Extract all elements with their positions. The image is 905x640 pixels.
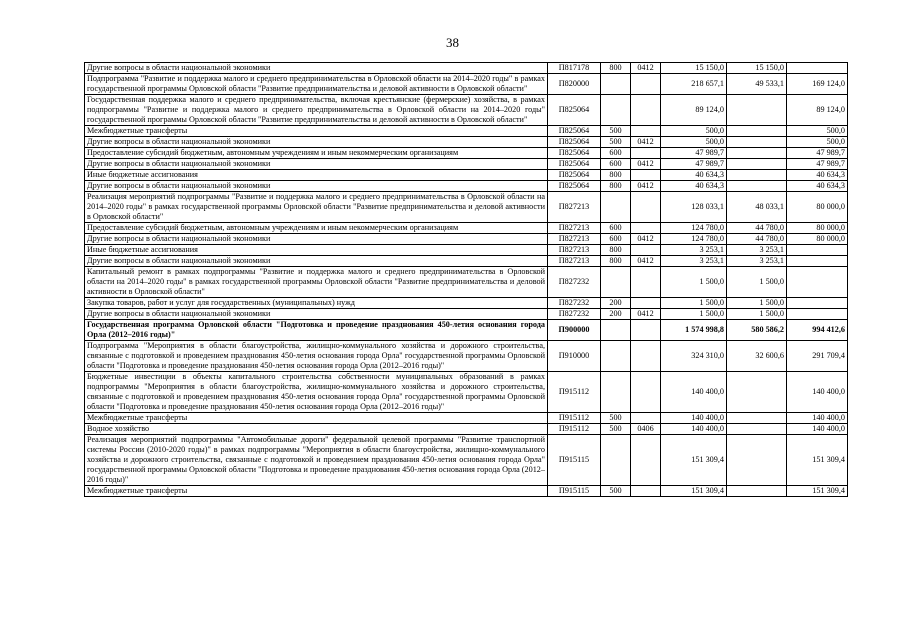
amount-col3: 89 124,0 [787, 95, 848, 126]
amount-col2: 44 780,0 [727, 234, 787, 245]
amount-col2 [727, 435, 787, 486]
table-row [85, 298, 848, 309]
section-code: 0412 [631, 309, 661, 320]
expense-type: 500 [601, 424, 631, 435]
section-code [631, 95, 661, 126]
expense-type [601, 372, 631, 413]
row-name: Межбюджетные трансферты [85, 126, 548, 137]
target-code: П827232 [548, 267, 601, 298]
expense-type: 800 [601, 170, 631, 181]
amount-total: 3 253,1 [661, 245, 727, 256]
amount-col2: 1 500,0 [727, 298, 787, 309]
row-name: Бюджетные инвестиции в объекты капитального строительства собственности муниципальных образований в рамках подпрограммы "Мероприятия в области благоустройства, жилищно-коммунального хозяйства и дорожного строительства, связанные с подготовкой и проведением празднования 450-летия основания города Орла" государственной программы Орловской области "Подготовка и проведение празднования 450-летия основания города Орла (2012–2016 годы)" [85, 372, 548, 413]
target-code: П827232 [548, 298, 601, 309]
amount-col3: 500,0 [787, 137, 848, 148]
amount-total: 500,0 [661, 126, 727, 137]
amount-col3: 47 989,7 [787, 159, 848, 170]
expense-type: 500 [601, 137, 631, 148]
amount-col2 [727, 181, 787, 192]
amount-col2: 32 600,6 [727, 341, 787, 372]
target-code: П820000 [548, 74, 601, 95]
table-body [85, 63, 848, 497]
expense-type: 800 [601, 256, 631, 267]
amount-col3: 994 412,6 [787, 320, 848, 341]
table-row [85, 486, 848, 497]
row-name: Другие вопросы в области национальной экономики [85, 181, 548, 192]
target-code: П825064 [548, 159, 601, 170]
table-row [85, 223, 848, 234]
target-code: П825064 [548, 181, 601, 192]
row-name: Межбюджетные трансферты [85, 413, 548, 424]
amount-col3: 169 124,0 [787, 74, 848, 95]
row-name: Другие вопросы в области национальной экономики [85, 234, 548, 245]
section-code [631, 148, 661, 159]
section-code: 0412 [631, 137, 661, 148]
amount-total: 324 310,0 [661, 341, 727, 372]
section-code [631, 372, 661, 413]
expense-type [601, 320, 631, 341]
expense-type: 600 [601, 234, 631, 245]
table-row [85, 309, 848, 320]
amount-col2: 44 780,0 [727, 223, 787, 234]
expense-type: 600 [601, 148, 631, 159]
amount-total: 151 309,4 [661, 486, 727, 497]
table-row [85, 159, 848, 170]
table-row [85, 341, 848, 372]
section-code: 0412 [631, 159, 661, 170]
row-name: Капитальный ремонт в рамках подпрограммы "Развитие и поддержка малого и среднего предпринимательства в Орловской области на 2014–2020 годы" в рамках государственной программы Орловской области "Развитие предпринимательства и деловой активности в Орловской области" [85, 267, 548, 298]
amount-col2: 1 500,0 [727, 267, 787, 298]
expense-type: 200 [601, 309, 631, 320]
amount-total: 124 780,0 [661, 234, 727, 245]
table-row [85, 267, 848, 298]
row-name: Иные бюджетные ассигнования [85, 245, 548, 256]
table-row [85, 137, 848, 148]
amount-total: 151 309,4 [661, 435, 727, 486]
table-row [85, 413, 848, 424]
target-code: П910000 [548, 341, 601, 372]
section-code [631, 170, 661, 181]
amount-col3: 80 000,0 [787, 234, 848, 245]
amount-col3: 40 634,3 [787, 181, 848, 192]
amount-col2: 15 150,0 [727, 63, 787, 74]
amount-col2: 3 253,1 [727, 245, 787, 256]
row-name: Подпрограмма "Развитие и поддержка малого и среднего предпринимательства в Орловской области на 2014–2020 годы" в рамках государственной программы Орловской области "Развитие предпринимательства и деловой активности в Орловской области" [85, 74, 548, 95]
target-code: П817178 [548, 63, 601, 74]
amount-total: 40 634,3 [661, 181, 727, 192]
amount-col3: 500,0 [787, 126, 848, 137]
table-row [85, 126, 848, 137]
section-code [631, 126, 661, 137]
section-code [631, 245, 661, 256]
section-code [631, 435, 661, 486]
amount-col2 [727, 486, 787, 497]
table-row [85, 74, 848, 95]
target-code: П825064 [548, 148, 601, 159]
target-code: П827213 [548, 256, 601, 267]
expense-type [601, 74, 631, 95]
row-name: Предоставление субсидий бюджетным, автономным учреждениям и иным некоммерческим организациям [85, 148, 548, 159]
target-code: П900000 [548, 320, 601, 341]
target-code: П915112 [548, 372, 601, 413]
expense-type [601, 435, 631, 486]
table-row [85, 435, 848, 486]
target-code: П915115 [548, 435, 601, 486]
expense-type [601, 192, 631, 223]
amount-total: 89 124,0 [661, 95, 727, 126]
amount-col3: 151 309,4 [787, 435, 848, 486]
amount-col2: 580 586,2 [727, 320, 787, 341]
expense-type: 500 [601, 126, 631, 137]
amount-col3: 140 400,0 [787, 372, 848, 413]
row-name: Другие вопросы в области национальной экономики [85, 137, 548, 148]
expense-type [601, 341, 631, 372]
row-name: Реализация мероприятий подпрограммы "Автомобильные дороги" федеральной целевой программы "Развитие транспортной системы России (2010-2020 годы)" в рамках подпрограммы "Мероприятия в области благоустройства, жилищно-коммунального хозяйства и дорожного строительства, связанные с подготовкой и проведением празднования 450-летия основания города Орла" государственной программы Орловской области "Подготовка и проведение празднования 450-летия основания города Орла (2012–2016 годы)" [85, 435, 548, 486]
amount-total: 3 253,1 [661, 256, 727, 267]
section-code [631, 486, 661, 497]
amount-total: 1 500,0 [661, 309, 727, 320]
amount-col3: 40 634,3 [787, 170, 848, 181]
amount-col3 [787, 267, 848, 298]
expense-type: 500 [601, 413, 631, 424]
amount-col3 [787, 63, 848, 74]
row-name: Закупка товаров, работ и услуг для государственных (муниципальных) нужд [85, 298, 548, 309]
row-name: Другие вопросы в области национальной экономики [85, 256, 548, 267]
table-row [85, 192, 848, 223]
table-row [85, 424, 848, 435]
amount-total: 128 033,1 [661, 192, 727, 223]
target-code: П825064 [548, 170, 601, 181]
table-row [85, 148, 848, 159]
amount-col2: 3 253,1 [727, 256, 787, 267]
page-number: 38 [446, 35, 459, 50]
expense-type: 500 [601, 486, 631, 497]
amount-total: 47 989,7 [661, 159, 727, 170]
target-code: П827213 [548, 245, 601, 256]
section-code: 0412 [631, 63, 661, 74]
expense-type [601, 95, 631, 126]
amount-total: 500,0 [661, 137, 727, 148]
section-code [631, 74, 661, 95]
section-code [631, 320, 661, 341]
expense-type: 800 [601, 245, 631, 256]
row-name: Государственная поддержка малого и среднего предпринимательства, включая крестьянские (фермерские) хозяйства, в рамках подпрограммы "Развитие и поддержка малого и среднего предпринимательства в Орловской области на 2014–2020 годы" государственной программы Орловской области "Развитие предпринимательства и деловой активности в Орловской области" [85, 95, 548, 126]
target-code: П915115 [548, 486, 601, 497]
budget-table [84, 62, 848, 497]
amount-total: 218 657,1 [661, 74, 727, 95]
amount-col2 [727, 424, 787, 435]
target-code: П915112 [548, 424, 601, 435]
target-code: П915112 [548, 413, 601, 424]
amount-col2 [727, 372, 787, 413]
amount-total: 140 400,0 [661, 372, 727, 413]
amount-col2 [727, 413, 787, 424]
row-name: Предоставление субсидий бюджетным, автономным учреждениям и иным некоммерческим организациям [85, 223, 548, 234]
row-name: Реализация мероприятий подпрограммы "Развитие и поддержка малого и среднего предпринимательства в Орловской области на 2014–2020 годы" в рамках государственной программы Орловской области "Развитие предпринимательства и деловой активности в Орловской области" [85, 192, 548, 223]
section-code [631, 413, 661, 424]
target-code: П827213 [548, 192, 601, 223]
amount-total: 47 989,7 [661, 148, 727, 159]
amount-col2: 48 033,1 [727, 192, 787, 223]
amount-total: 1 574 998,8 [661, 320, 727, 341]
table-row [85, 63, 848, 74]
amount-total: 40 634,3 [661, 170, 727, 181]
amount-col3: 151 309,4 [787, 486, 848, 497]
expense-type [601, 267, 631, 298]
row-name: Межбюджетные трансферты [85, 486, 548, 497]
section-code [631, 267, 661, 298]
table-row [85, 234, 848, 245]
section-code [631, 192, 661, 223]
table-row [85, 170, 848, 181]
amount-col3: 140 400,0 [787, 413, 848, 424]
amount-total: 140 400,0 [661, 413, 727, 424]
amount-col3: 140 400,0 [787, 424, 848, 435]
amount-col2 [727, 137, 787, 148]
amount-col3 [787, 256, 848, 267]
table-row [85, 95, 848, 126]
expense-type: 800 [601, 181, 631, 192]
target-code: П827213 [548, 234, 601, 245]
section-code: 0412 [631, 234, 661, 245]
section-code: 0406 [631, 424, 661, 435]
amount-col3 [787, 298, 848, 309]
row-name: Другие вопросы в области национальной экономики [85, 63, 548, 74]
amount-col3: 47 989,7 [787, 148, 848, 159]
row-name: Водное хозяйство [85, 424, 548, 435]
amount-col3 [787, 245, 848, 256]
amount-total: 124 780,0 [661, 223, 727, 234]
table-row [85, 181, 848, 192]
row-name: Подпрограмма "Мероприятия в области благоустройства, жилищно-коммунального хозяйства и дорожного строительства, связанные с подготовкой и проведением празднования 450-летия основания города Орла" государственной программы Орловской области "Подготовка и проведение празднования 450-летия основания города Орла (2012–2016 годы)" [85, 341, 548, 372]
row-name: Другие вопросы в области национальной экономики [85, 309, 548, 320]
amount-col2: 1 500,0 [727, 309, 787, 320]
table-row [85, 372, 848, 413]
amount-col2: 49 533,1 [727, 74, 787, 95]
target-code: П825064 [548, 137, 601, 148]
section-code [631, 223, 661, 234]
expense-type: 200 [601, 298, 631, 309]
amount-col2 [727, 159, 787, 170]
target-code: П825064 [548, 95, 601, 126]
expense-type: 800 [601, 63, 631, 74]
amount-total: 140 400,0 [661, 424, 727, 435]
section-code: 0412 [631, 256, 661, 267]
amount-col2 [727, 148, 787, 159]
row-name: Государственная программа Орловской области "Подготовка и проведение празднования 450-летия основания города Орла (2012–2016 годы)" [85, 320, 548, 341]
target-code: П825064 [548, 126, 601, 137]
row-name: Другие вопросы в области национальной экономики [85, 159, 548, 170]
section-code [631, 298, 661, 309]
row-name: Иные бюджетные ассигнования [85, 170, 548, 181]
amount-col2 [727, 95, 787, 126]
amount-col3: 291 709,4 [787, 341, 848, 372]
section-code: 0412 [631, 181, 661, 192]
target-code: П827232 [548, 309, 601, 320]
amount-col2 [727, 170, 787, 181]
amount-col3 [787, 309, 848, 320]
amount-total: 1 500,0 [661, 267, 727, 298]
amount-col2 [727, 126, 787, 137]
target-code: П827213 [548, 223, 601, 234]
expense-type: 600 [601, 223, 631, 234]
amount-total: 15 150,0 [661, 63, 727, 74]
expense-type: 600 [601, 159, 631, 170]
table-row [85, 245, 848, 256]
section-code [631, 341, 661, 372]
amount-total: 1 500,0 [661, 298, 727, 309]
amount-col3: 80 000,0 [787, 192, 848, 223]
amount-col3: 80 000,0 [787, 223, 848, 234]
table-row [85, 320, 848, 341]
table-row [85, 256, 848, 267]
